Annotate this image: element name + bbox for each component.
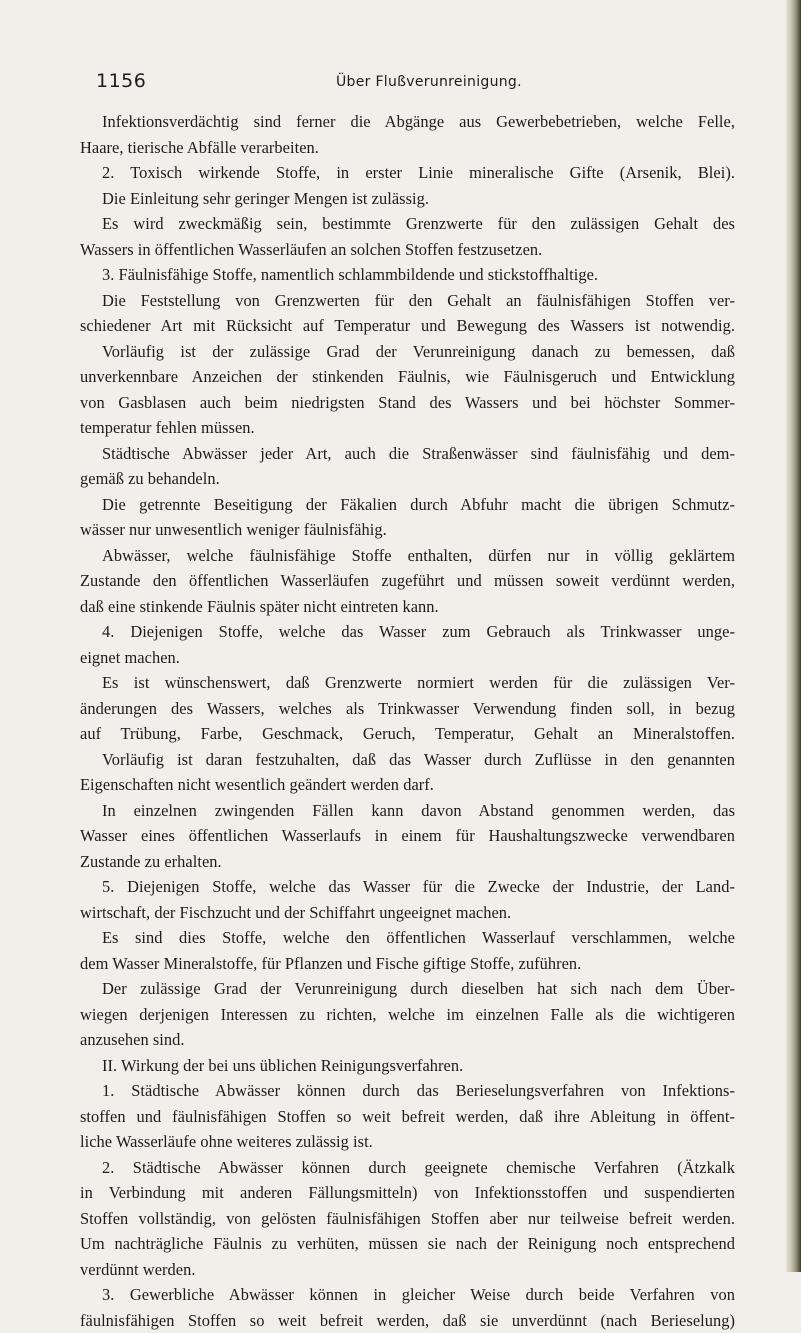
page-number: 1156 <box>96 70 146 92</box>
text-line: unverkennbare Anzeichen der stinkenden Fäulnis, wie Fäulnisgeruch und Entwicklung <box>80 364 735 390</box>
text-line: 1. Städtische Abwässer können durch das Berieselungsverfahren von Infektions- <box>80 1078 735 1104</box>
text-line: Es sind dies Stoffe, welche den öffentlichen Wasserlauf verschlammen, welche <box>80 925 735 951</box>
text-line: Haare, tierische Abfälle verarbeiten. <box>80 135 735 161</box>
text-line: 2. Städtische Abwässer können durch geeignete chemische Verfahren (Ätzkalk <box>80 1155 735 1181</box>
text-line: dem Wasser Mineralstoffe, für Pflanzen und Fische giftige Stoffe, zuführen. <box>80 951 735 977</box>
text-line: Städtische Abwässer jeder Art, auch die Straßenwässer sind fäulnisfähig und dem- <box>80 441 735 467</box>
text-line: wässer nur unwesentlich weniger fäulnisfähig. <box>80 517 735 543</box>
text-line: Der zulässige Grad der Verunreinigung durch dieselben hat sich nach dem Über- <box>80 976 735 1002</box>
text-line: Wassers in öffentlichen Wasserläufen an solchen Stoffen festzusetzen. <box>80 237 735 263</box>
text-line: Zustande den öffentlichen Wasserläufen zugeführt und müssen soweit verdünnt werden, <box>80 568 735 594</box>
text-line: Um nachträgliche Fäulnis zu verhüten, müssen sie nach der Reinigung noch entsprechend <box>80 1231 735 1257</box>
text-line: 2. Toxisch wirkende Stoffe, in erster Linie mineralische Gifte (Arsenik, Blei). <box>80 160 735 186</box>
text-line: stoffen und fäulnisfähigen Stoffen so weit befreit werden, daß ihre Ableitung in öffent- <box>80 1104 735 1130</box>
text-line: 5. Diejenigen Stoffe, welche das Wasser für die Zwecke der Industrie, der Land- <box>80 874 735 900</box>
text-line: Vorläufig ist daran festzuhalten, daß das Wasser durch Zuflüsse in den genannten <box>80 747 735 773</box>
text-line: liche Wasserläufe ohne weiteres zulässig ist. <box>80 1129 735 1155</box>
text-line: Es ist wünschenswert, daß Grenzwerte normiert werden für die zulässigen Ver- <box>80 670 735 696</box>
text-line: 3. Gewerbliche Abwässer können in gleicher Weise durch beide Verfahren von <box>80 1282 735 1308</box>
text-line: Eigenschaften nicht wesentlich geändert werden darf. <box>80 772 735 798</box>
text-line: änderungen des Wassers, welches als Trinkwasser Verwendung finden soll, in bezug <box>80 696 735 722</box>
text-line: wiegen derjenigen Interessen zu richten, welche im einzelnen Falle als die wichtigeren <box>80 1002 735 1028</box>
text-line: Vorläufig ist der zulässige Grad der Verunreinigung danach zu bemessen, daß <box>80 339 735 365</box>
text-line: Es wird zweckmäßig sein, bestimmte Grenzwerte für den zulässigen Gehalt des <box>80 211 735 237</box>
text-line: in Verbindung mit anderen Fällungsmitteln) von Infektionsstoffen und suspendierten <box>80 1180 735 1206</box>
text-line: verdünnt werden. <box>80 1257 735 1283</box>
text-line: temperatur fehlen müssen. <box>80 415 735 441</box>
text-line: 3. Fäulnisfähige Stoffe, namentlich schlammbildende und stickstoffhaltige. <box>80 262 735 288</box>
text-line: Die Einleitung sehr geringer Mengen ist zulässig. <box>80 186 735 212</box>
text-line: Zustande zu erhalten. <box>80 849 735 875</box>
text-line: Infektionsverdächtig sind ferner die Abgänge aus Gewerbebetrieben, welche Felle, <box>80 109 735 135</box>
page-header <box>96 70 726 96</box>
text-line: eignet machen. <box>80 645 735 671</box>
text-line: gemäß zu behandeln. <box>80 466 735 492</box>
text-line: Wasser eines öffentlichen Wasserlaufs in einem für Haushaltungszwecke verwendbaren <box>80 823 735 849</box>
text-line: daß eine stinkende Fäulnis später nicht eintreten kann. <box>80 594 735 620</box>
text-line: schiedener Art mit Rücksicht auf Temperatur und Bewegung des Wassers ist notwendig. <box>80 313 735 339</box>
text-line: Die Feststellung von Grenzwerten für den Gehalt an fäulnisfähigen Stoffen ver- <box>80 288 735 314</box>
text-line: anzusehen sind. <box>80 1027 735 1053</box>
page-edge-shadow <box>786 0 801 1272</box>
text-line: In einzelnen zwingenden Fällen kann davon Abstand genommen werden, das <box>80 798 735 824</box>
text-line: Stoffen vollständig, von gelösten fäulnisfähigen Stoffen aber nur teilweise befreit werden. <box>80 1206 735 1232</box>
text-line: 4. Diejenigen Stoffe, welche das Wasser zum Gebrauch als Trinkwasser unge- <box>80 619 735 645</box>
body-text <box>80 109 735 1333</box>
running-title: Über Flußverunreinigung. <box>336 74 522 90</box>
text-line: fäulnisfähigen Stoffen so weit befreit werden, daß sie unverdünnt (nach Berieselung) <box>80 1308 735 1333</box>
text-line: II. Wirkung der bei uns üblichen Reinigungsverfahren. <box>80 1053 735 1079</box>
text-line: auf Trübung, Farbe, Geschmack, Geruch, Temperatur, Gehalt an Mineralstoffen. <box>80 721 735 747</box>
text-line: von Gasblasen auch beim niedrigsten Stand des Wassers und bei höchster Sommer- <box>80 390 735 416</box>
text-line: wirtschaft, der Fischzucht und der Schiffahrt ungeeignet machen. <box>80 900 735 926</box>
text-line: Abwässer, welche fäulnisfähige Stoffe enthalten, dürfen nur in völlig geklärtem <box>80 543 735 569</box>
text-line: Die getrennte Beseitigung der Fäkalien durch Abfuhr macht die übrigen Schmutz- <box>80 492 735 518</box>
